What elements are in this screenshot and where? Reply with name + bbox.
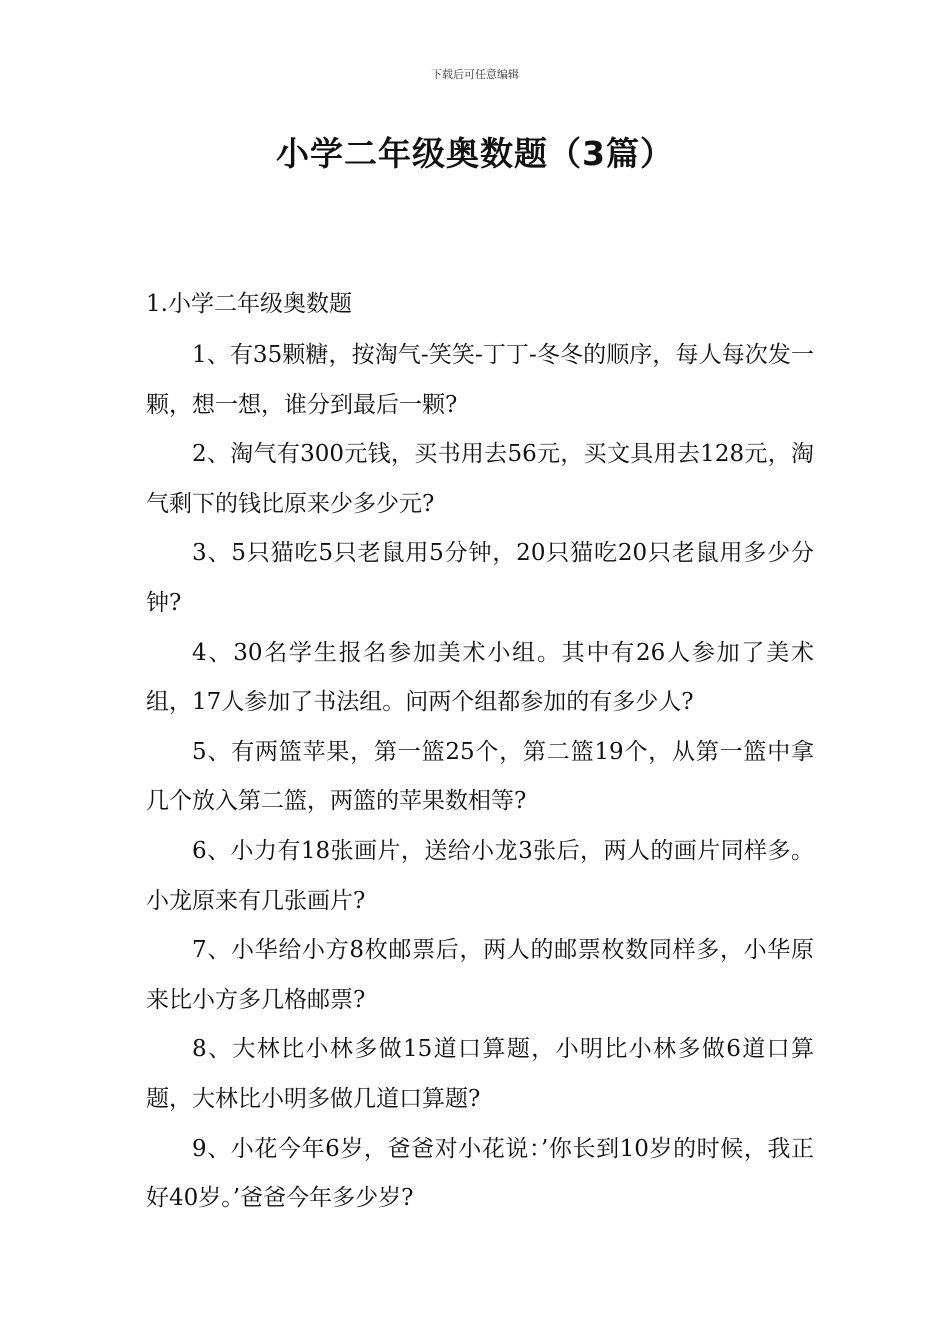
header-note: 下载后可任意编辑 bbox=[431, 68, 519, 81]
question-item: 1、有35颗糖，按淘气-笑笑-丁丁-冬冬的顺序，每人每次发一颗，想一想，谁分到最后一颗? bbox=[146, 342, 814, 418]
question-list bbox=[146, 331, 814, 1224]
question-item: 5、有两篮苹果，第一篮25个，第二篮19个，从第一篮中拿几个放入第二篮，两篮的苹果数相等? bbox=[146, 738, 814, 815]
question-item: 6、小力有18张画片，送给小龙3张后，两人的画片同样多。小龙原来有几张画片? bbox=[146, 837, 814, 914]
question-item: 8、大林比小林多做15道口算题，小明比小林多做6道口算题，大林比小明多做几道口算题? bbox=[146, 1036, 814, 1112]
question-item: 2、淘气有300元钱，买书用去56元，买文具用去128元，淘气剩下的钱比原来少多少元? bbox=[146, 441, 814, 517]
question-item: 7、小华给小方8枚邮票后，两人的邮票枚数同样多，小华原来比小方多几格邮票? bbox=[146, 937, 814, 1013]
question-item: 4、30名学生报名参加美术小组。其中有26人参加了美术组，17人参加了书法组。问两个组都参加的有多少人? bbox=[146, 639, 814, 716]
question-item: 9、小花今年6岁，爸爸对小花说：’你长到10岁的时候，我正好40岁。’爸爸今年多少岁? bbox=[146, 1135, 814, 1212]
document-title: 小学二年级奥数题（3篇） bbox=[276, 134, 674, 173]
section-heading: 1.小学二年级奥数题 bbox=[146, 291, 352, 317]
question-item: 3、5只猫吃5只老鼠用5分钟，20只猫吃20只老鼠用多少分钟? bbox=[146, 540, 814, 616]
